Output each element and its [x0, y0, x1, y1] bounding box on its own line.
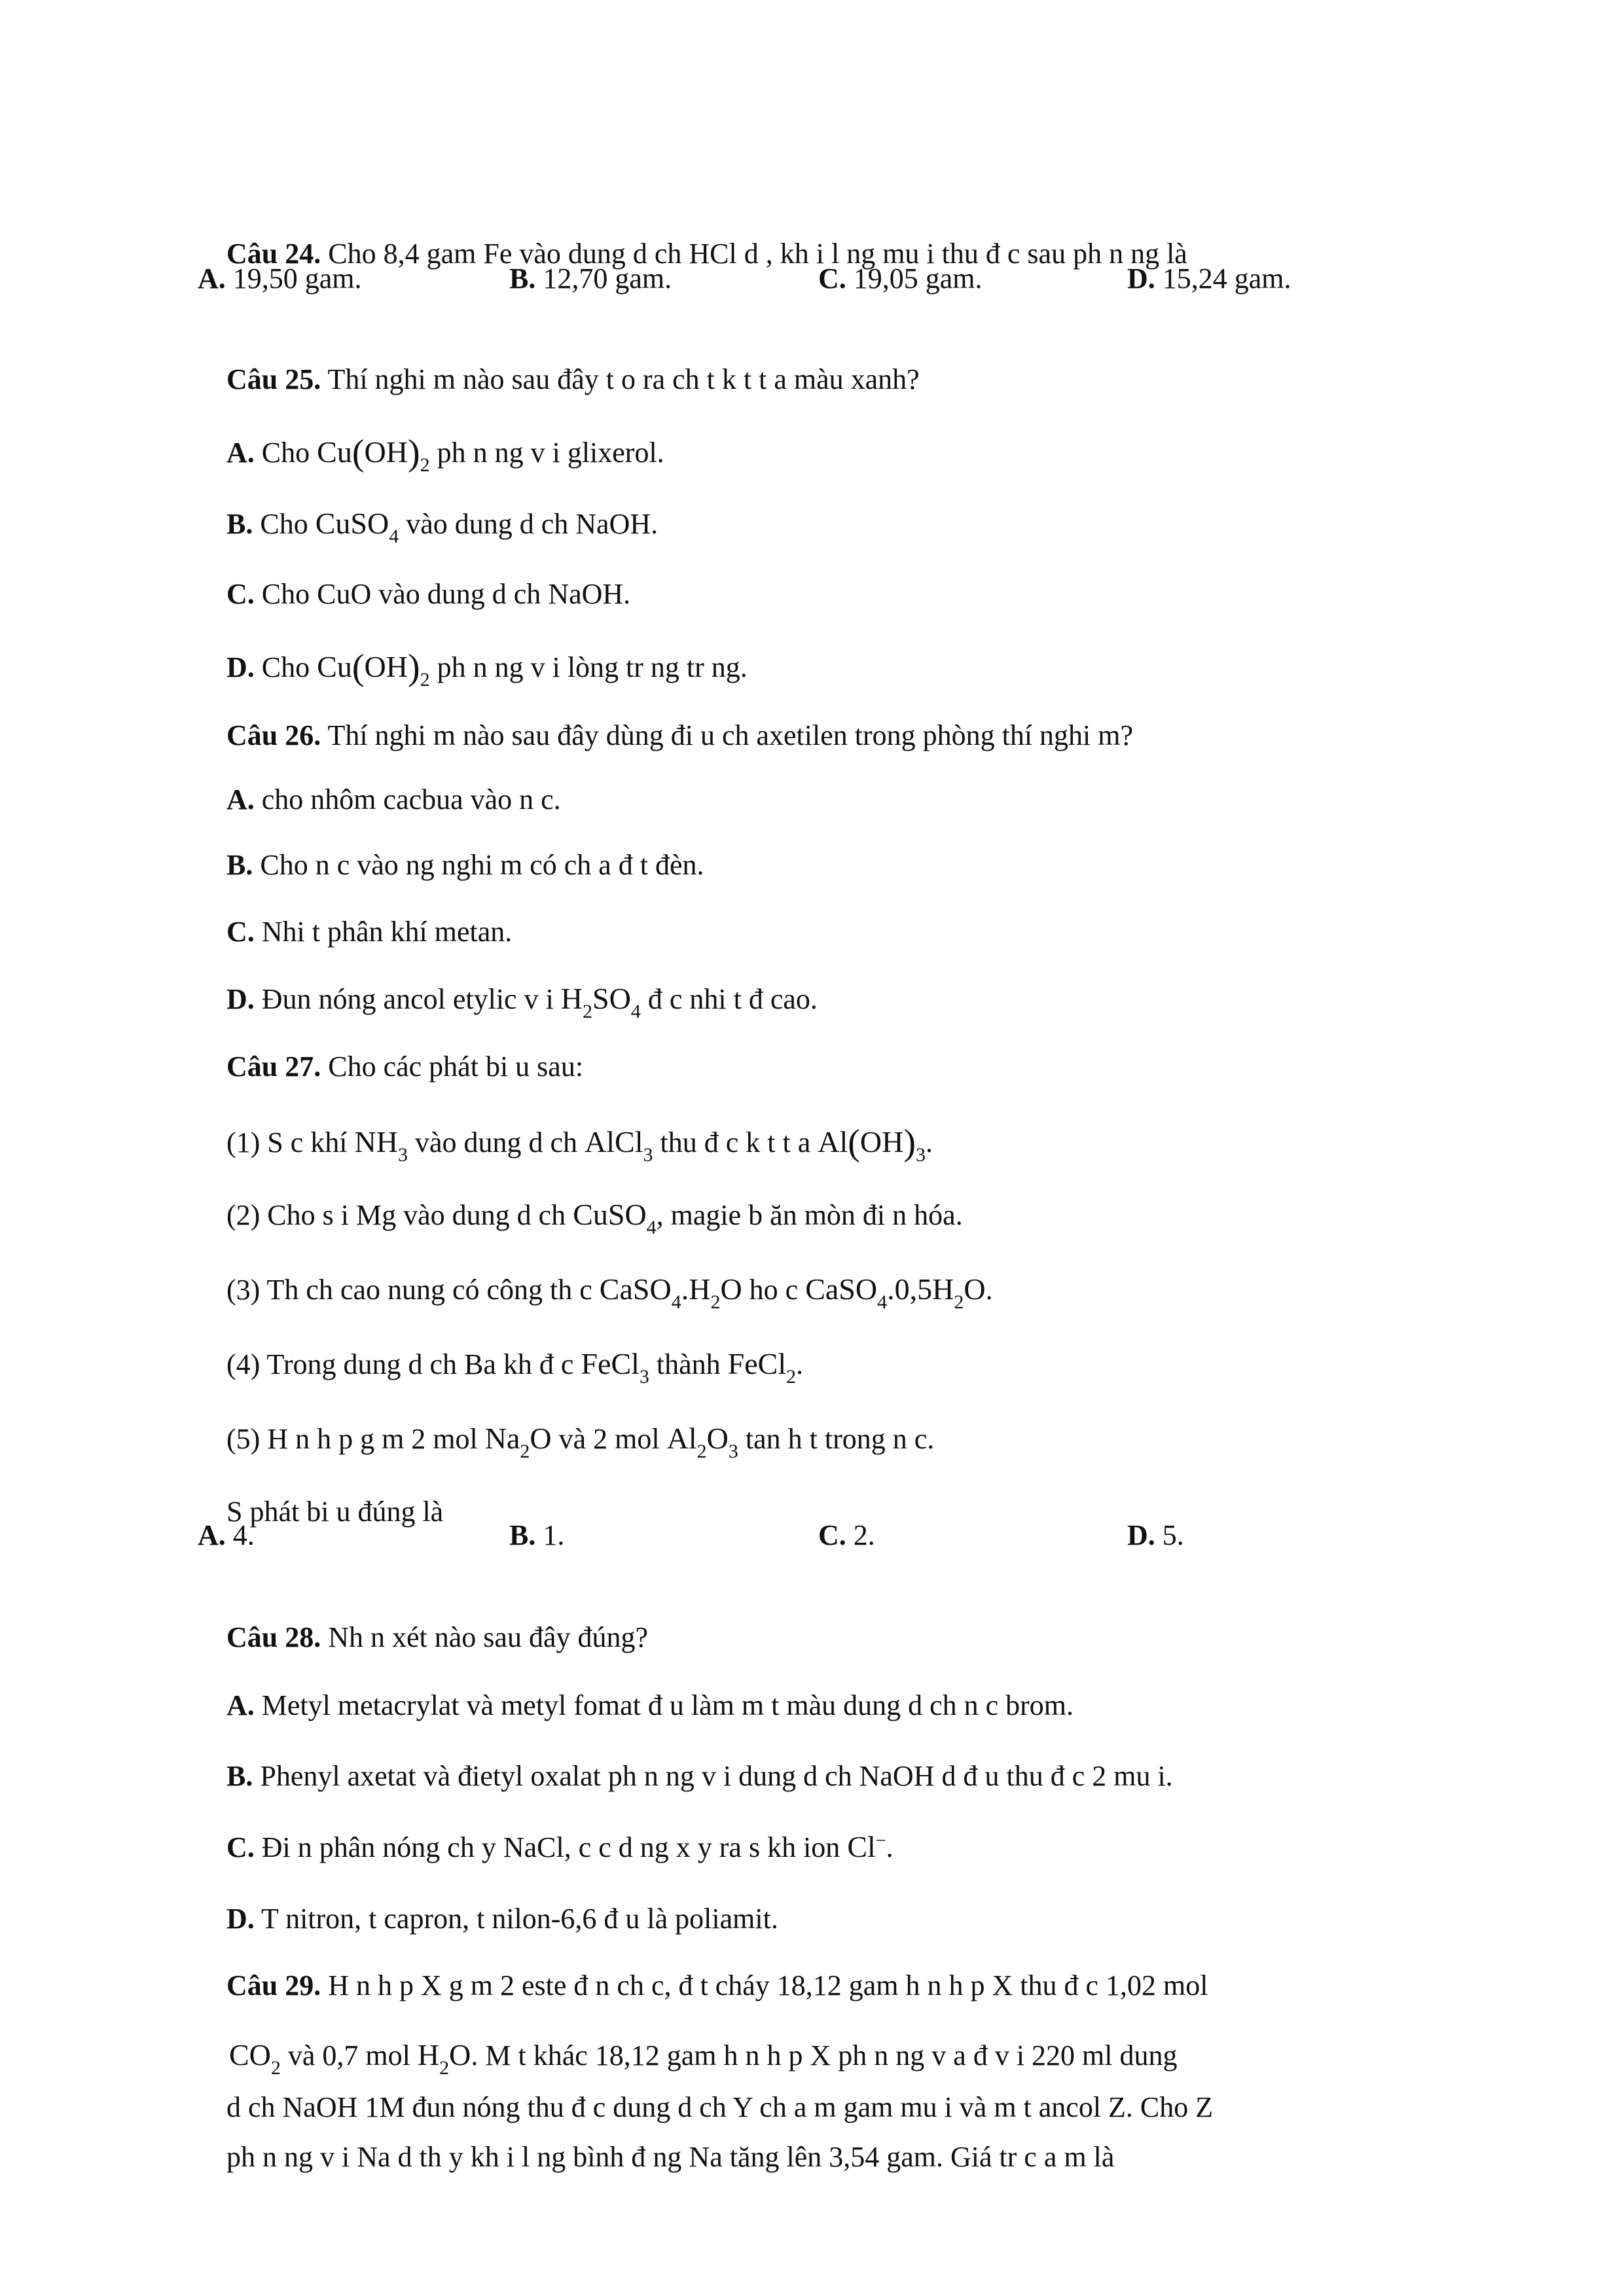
- option-key: C.: [226, 916, 255, 948]
- question-label: Câu 28.: [226, 1621, 321, 1653]
- question-text: và 0,7 mol: [280, 2039, 418, 2072]
- formula-part: Cu: [317, 650, 352, 683]
- question-label: Câu 24.: [226, 238, 321, 270]
- statement-text: (1) S c khí: [226, 1126, 355, 1158]
- option-a: [198, 259, 362, 298]
- option-key: D.: [226, 983, 255, 1015]
- option-text: Metyl metacrylat và metyl fomat đ u làm m t màu dung d ch n c brom.: [254, 1689, 1074, 1721]
- paren-close: ): [407, 647, 420, 688]
- formula-part: CuSO: [315, 507, 389, 540]
- option-key: D.: [1127, 1519, 1155, 1551]
- paren-open: (: [352, 647, 365, 688]
- formula-part: CaSO: [599, 1272, 672, 1306]
- formula-part: O: [720, 1272, 742, 1306]
- option-text: 4.: [225, 1519, 255, 1551]
- question-text: d ch NaOH 1M đun nóng thu đ c dung d ch Y ch a m gam mu i và m t ancol Z. Cho Z: [226, 2091, 1214, 2123]
- option-text: 15,24 gam.: [1155, 262, 1291, 295]
- subscript: 2: [786, 1366, 797, 1388]
- formula-part: OH: [859, 1125, 904, 1158]
- formula-part: NH: [354, 1125, 398, 1158]
- subscript: 2: [270, 2057, 281, 2079]
- option-text: Đun nóng ancol etylic v i: [254, 983, 561, 1015]
- option-text: Cho n c vào ng nghi m có ch a đ t đèn.: [253, 849, 704, 881]
- question-text: Thí nghi m nào sau đây dùng đi u ch axetilen trong phòng thí nghi m?: [321, 719, 1134, 751]
- option-c: [818, 259, 983, 298]
- option-text: 1.: [535, 1519, 565, 1551]
- formula-na2o: [485, 1419, 552, 1462]
- question-text: . M t khác 18,12 gam h n h p X ph n ng v a đ v i 220 ml dung: [471, 2039, 1178, 2072]
- option-key: A.: [198, 262, 226, 295]
- formula-al2o3: [667, 1419, 738, 1462]
- option-text: đ c nhi t đ cao.: [640, 983, 818, 1015]
- formula-part: AlCl: [585, 1125, 643, 1158]
- option-key: A.: [226, 783, 255, 816]
- statement-text: ho c: [742, 1274, 806, 1306]
- statement-text: tan h t trong n c.: [738, 1423, 935, 1455]
- option-text: Cho: [254, 437, 317, 469]
- option-key: B.: [226, 1760, 253, 1792]
- option-text: Đi n phân nóng ch y NaCl, c c d ng x y ra s kh ion: [254, 1831, 848, 1863]
- formula-part: FeCl: [727, 1347, 787, 1380]
- question-label: Câu 26.: [226, 719, 321, 751]
- subscript: 4: [389, 526, 399, 547]
- subscript: 4: [671, 1291, 681, 1313]
- option-text: cho nhôm cacbua vào n c.: [254, 783, 561, 816]
- superscript: −: [875, 1831, 886, 1851]
- option-text: ph n ng v i lòng tr ng tr ng.: [429, 651, 748, 683]
- subscript: 2: [710, 1291, 721, 1313]
- subscript: 3: [397, 1144, 408, 1166]
- option-c: [818, 1516, 875, 1555]
- formula-part: Na: [484, 1422, 520, 1455]
- formula-part: FeCl: [581, 1347, 640, 1380]
- question-text: Cho 8,4 gam Fe vào dung d ch HCl d , kh i l ng mu i thu đ c sau ph n ng là: [321, 238, 1187, 270]
- subscript: 2: [420, 669, 430, 691]
- statement-text: (5) H n h p g m 2 mol: [226, 1423, 485, 1455]
- statement-text: thành: [649, 1348, 728, 1380]
- option-text: 5.: [1155, 1519, 1184, 1551]
- paren-close: ): [407, 433, 420, 473]
- formula-part: Cl: [847, 1830, 876, 1863]
- option-key: D.: [1127, 262, 1155, 295]
- question-29-line-4: [198, 2098, 1114, 2216]
- statement-text: (2) Cho s i Mg vào dung d ch: [226, 1199, 573, 1231]
- prompt-text: S phát bi u đúng là: [226, 1496, 444, 1528]
- statement-text: vào dung d ch: [407, 1126, 585, 1158]
- question-text: Thí nghi m nào sau đây t o ra ch t k t t a màu xanh?: [321, 363, 920, 395]
- formula-part: CO: [229, 2038, 271, 2072]
- question-text: Cho các phát bi u sau:: [321, 1050, 584, 1083]
- formula-part: OH: [364, 435, 408, 469]
- option-a: [198, 1516, 255, 1555]
- statement-text: .: [985, 1274, 993, 1306]
- option-b: [509, 1516, 564, 1555]
- formula-part: O: [449, 2038, 471, 2072]
- question-text: Nh n xét nào sau đây đúng?: [321, 1621, 649, 1653]
- statement-text: .: [926, 1126, 933, 1158]
- formula-part: CuSO: [573, 1198, 647, 1231]
- formula-part: H: [417, 2038, 440, 2072]
- option-key: A.: [226, 1689, 255, 1721]
- subscript: 2: [520, 1441, 530, 1462]
- option-text: vào dung d ch NaOH.: [399, 508, 659, 540]
- subscript: 3: [916, 1144, 926, 1166]
- subscript: 2: [954, 1291, 964, 1313]
- option-b: [509, 259, 672, 298]
- statement-text: , magie b ăn mòn đi n hóa.: [656, 1199, 963, 1231]
- question-label: Câu 29.: [226, 1969, 321, 2001]
- statement-text: thu đ c k t t a: [653, 1126, 818, 1158]
- statement-text: và 2 mol: [551, 1423, 667, 1455]
- subscript: 3: [639, 1366, 649, 1388]
- option-key: A.: [226, 437, 255, 469]
- option-text: Cho: [253, 508, 316, 540]
- subscript: 4: [646, 1217, 657, 1238]
- paren-open: (: [848, 1122, 860, 1163]
- formula-part: O: [706, 1422, 729, 1455]
- option-text: 19,05 gam.: [846, 262, 983, 295]
- option-text: .: [886, 1831, 893, 1863]
- option-text: Cho CuO vào dung d ch NaOH.: [254, 578, 631, 610]
- question-label: Câu 27.: [226, 1050, 321, 1083]
- option-text: ph n ng v i glixerol.: [429, 437, 664, 469]
- formula-part: H: [560, 982, 583, 1015]
- option-text: 12,70 gam.: [535, 262, 672, 295]
- option-text: 2.: [846, 1519, 875, 1551]
- subscript: 2: [420, 454, 430, 476]
- subscript: 3: [643, 1144, 653, 1166]
- option-text: Cho: [254, 651, 317, 683]
- option-key: C.: [226, 578, 255, 610]
- paren-close: ): [903, 1122, 916, 1163]
- option-d: [1127, 1516, 1184, 1555]
- question-text: H n h p X g m 2 este đ n ch c, đ t cháy 18,12 gam h n h p X thu đ c 1,02 mol: [321, 1969, 1208, 2001]
- paren-open: (: [352, 433, 365, 473]
- option-text: T nitron, t capron, t nilon-6,6 đ u là poliamit.: [254, 1903, 778, 1935]
- formula-part: OH: [364, 650, 408, 683]
- option-d: [1127, 259, 1291, 298]
- formula-cl-minus: [847, 1827, 886, 1871]
- option-key: C.: [226, 1831, 255, 1863]
- subscript: 2: [583, 1001, 593, 1022]
- option-key: B.: [226, 849, 253, 881]
- formula-part: Cu: [317, 435, 352, 469]
- question-text: ph n ng v i Na d th y kh i l ng bình đ ng Na tăng lên 3,54 gam. Giá tr c a m là: [226, 2141, 1115, 2173]
- statement-text: (4) Trong dung d ch Ba kh đ c: [226, 1348, 581, 1380]
- option-key: D.: [226, 651, 255, 683]
- option-key: C.: [818, 262, 846, 295]
- formula-part: O: [964, 1272, 986, 1306]
- statement-text: .: [796, 1348, 804, 1380]
- question-label: Câu 25.: [226, 363, 321, 395]
- formula-part: .0,5H: [887, 1272, 954, 1306]
- option-key: A.: [198, 1519, 226, 1551]
- subscript: 4: [877, 1291, 888, 1313]
- formula-caso4-05h2o: [805, 1270, 985, 1313]
- formula-part: SO: [592, 982, 631, 1015]
- subscript: 2: [439, 2057, 450, 2079]
- option-text: Phenyl axetat và đietyl oxalat ph n ng v i dung d ch NaOH d đ u thu đ c 2 mu i.: [253, 1760, 1173, 1792]
- statement-text: (3) Th ch cao nung có công th c: [226, 1274, 600, 1306]
- option-key: B.: [226, 508, 253, 540]
- option-key: B.: [509, 1519, 536, 1551]
- formula-part: .H: [681, 1272, 711, 1306]
- option-key: B.: [509, 262, 536, 295]
- subscript: 4: [630, 1001, 641, 1022]
- formula-part: O: [530, 1422, 552, 1455]
- formula-part: Al: [818, 1125, 848, 1158]
- subscript: 2: [696, 1441, 707, 1462]
- option-key: C.: [818, 1519, 846, 1551]
- formula-part: Al: [666, 1422, 697, 1455]
- option-key: D.: [226, 1903, 255, 1935]
- subscript: 3: [728, 1441, 738, 1462]
- option-text: 19,50 gam.: [225, 262, 362, 295]
- option-text: Nhi t phân khí metan.: [254, 916, 513, 948]
- formula-part: CaSO: [805, 1272, 878, 1306]
